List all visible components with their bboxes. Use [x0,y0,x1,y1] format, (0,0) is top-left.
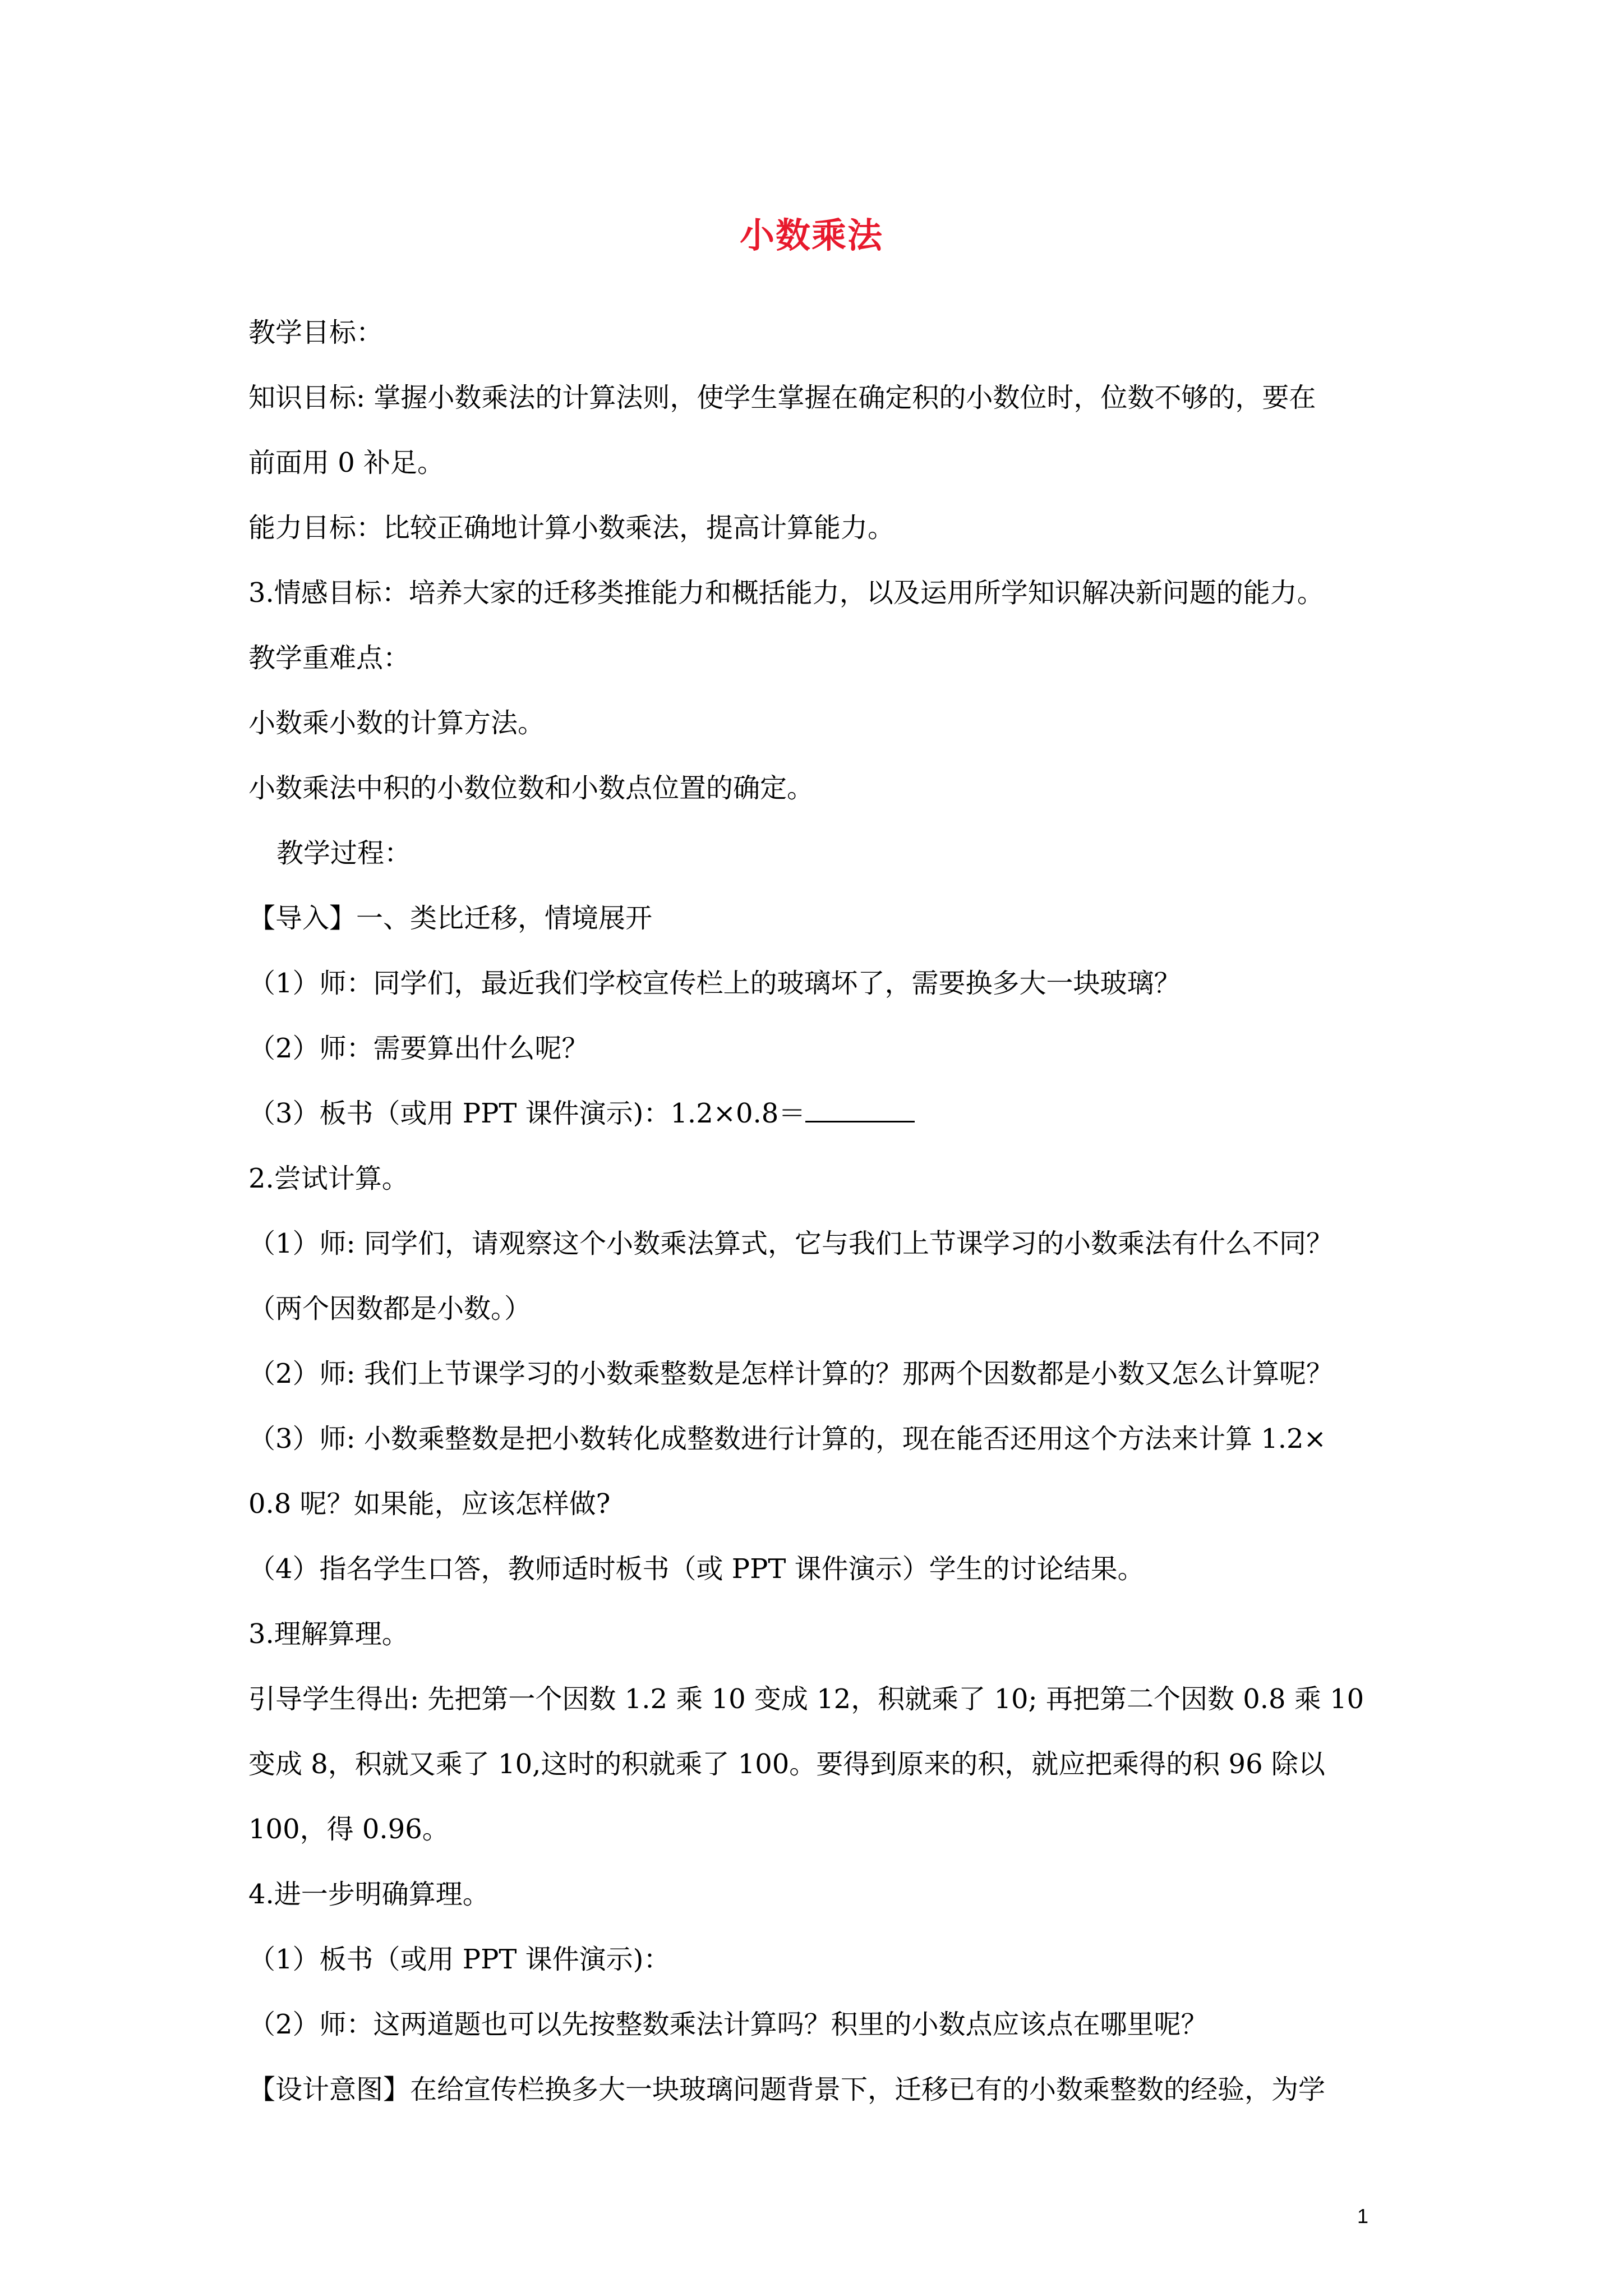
section-heading-objectives: 教学目标： [248,317,384,348]
page-number: 1 [1357,2205,1369,2228]
paragraph-try-q1: （1）师: 同学们，请观察这个小数乘法算式，它与我们上节课学习的小数乘法有什么不同？ [248,1228,1333,1259]
paragraph-emotion-goal: 3.情感目标：培养大家的迁移类推能力和概括能力，以及运用所学知识解决新问题的能力。 [248,577,1324,609]
paragraph-try-q2: （2）师: 我们上节课学习的小数乘整数是怎样计算的？那两个因数都是小数又怎么计算呢？ [248,1358,1333,1389]
paragraph-design-intent: 【设计意图】在给宣传栏换多大一块玻璃问题背景下，迁移已有的小数乘整数的经验，为学 [248,2074,1326,2105]
paragraph-clarify-q2: （2）师：这两道题也可以先按整数乘法计算吗？积里的小数点应该点在哪里呢？ [248,2009,1208,2040]
paragraph-key-point-1: 小数乘小数的计算方法。 [248,707,545,739]
section-heading-key-points: 教学重难点： [248,642,411,674]
paragraph-intro-heading: 【导入】一、类比迁移，情境展开 [248,903,653,934]
paragraph-knowledge-goal-line-2: 前面用 0 补足。 [248,447,445,478]
paragraph-understand-heading: 3.理解算理。 [248,1618,409,1650]
paragraph-intro-q2: （2）师：需要算出什么呢？ [248,1033,589,1064]
section-heading-process: 教学过程： [276,838,412,869]
paragraph-try-q1-answer: （两个因数都是小数。） [248,1293,532,1324]
paragraph-intro-q1: （1）师：同学们，最近我们学校宣传栏上的玻璃坏了，需要换多大一块玻璃？ [248,968,1181,999]
paragraph-clarify-heading: 4.进一步明确算理。 [248,1879,490,1910]
paragraph-try-q3-line-2: 0.8 呢？如果能，应该怎样做? [248,1488,611,1520]
paragraph-understand-line-1: 引导学生得出: 先把第一个因数 1.2 乘 10 变成 12，积就乘了 10; 再把第二个因数 0.8 乘 10 [248,1683,1364,1715]
paragraph-clarify-q1: （1）板书（或用 PPT 课件演示)： [248,1944,671,1975]
paragraph-try-q3-line-1: （3）师: 小数乘整数是把小数转化成整数进行计算的，现在能否还用这个方法来计算 1.2× [248,1423,1326,1455]
paragraph-understand-line-3: 100，得 0.96。 [248,1814,449,1845]
paragraph-intro-q3 [248,1081,1381,1146]
document-body [248,300,1381,2122]
answer-blank [805,1098,915,1122]
paragraph-try-heading: 2.尝试计算。 [248,1163,409,1194]
paragraph-intro-q3-text: （3）板书（或用 PPT 课件演示)：1.2×0.8＝ [248,1098,806,1129]
paragraph-understand-line-2: 变成 8，积就又乘了 10,这时的积就乘了 100。要得到原来的积，就应把乘得的积 96 除以 [248,1749,1325,1780]
paragraph-knowledge-goal-line-1: 知识目标: 掌握小数乘法的计算法则，使学生掌握在确定积的小数位时，位数不够的，要在 [248,382,1316,413]
paragraph-ability-goal: 能力目标：比较正确地计算小数乘法，提高计算能力。 [248,512,895,544]
paragraph-key-point-2: 小数乘法中积的小数位数和小数点位置的确定。 [248,772,814,804]
document-title: 小数乘法 [739,215,883,256]
paragraph-try-q4: （4）指名学生口答，教师适时板书（或 PPT 课件演示）学生的讨论结果。 [248,1553,1145,1585]
